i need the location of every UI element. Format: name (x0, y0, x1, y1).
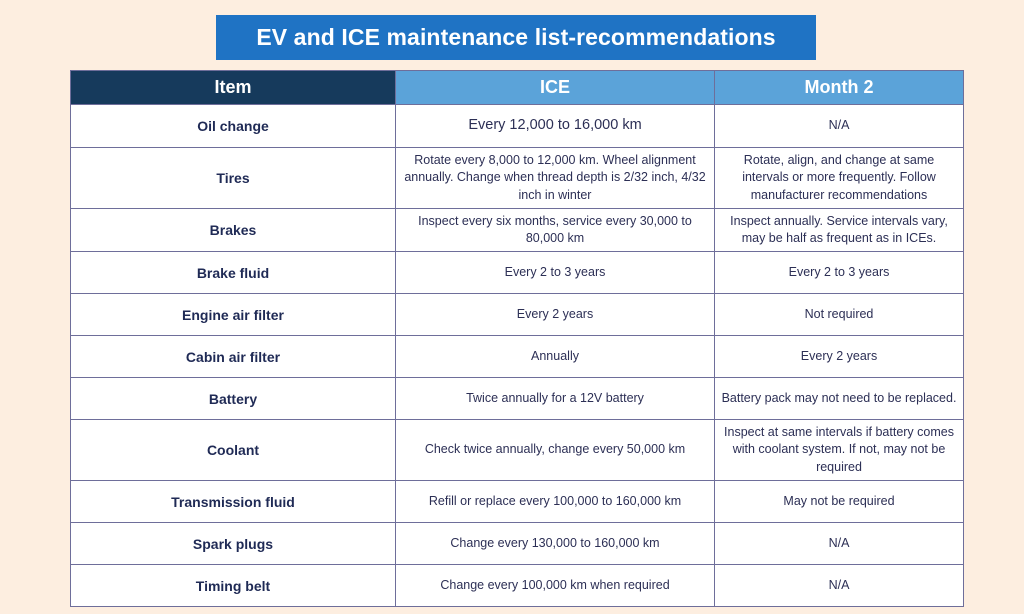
header-month-2: Month 2 (715, 71, 964, 105)
header-item: Item (71, 71, 396, 105)
row-ev: Inspect at same intervals if battery comes with coolant system. If not, may not be required (715, 420, 964, 481)
table-row (71, 523, 964, 565)
row-ev: Rotate, align, and change at same intervals or more frequently. Follow manufacturer recommendations (715, 148, 964, 209)
row-ice: Every 12,000 to 16,000 km (396, 105, 715, 148)
row-ev: N/A (715, 565, 964, 607)
row-item: Brakes (71, 209, 396, 252)
row-item: Transmission fluid (71, 481, 396, 523)
row-ice: Change every 130,000 to 160,000 km (396, 523, 715, 565)
row-item: Coolant (71, 420, 396, 481)
row-item: Brake fluid (71, 252, 396, 294)
row-ev: Every 2 years (715, 336, 964, 378)
row-ice: Check twice annually, change every 50,000 km (396, 420, 715, 481)
table-row (71, 420, 964, 481)
row-ice: Inspect every six months, service every 30,000 to 80,000 km (396, 209, 715, 252)
table-header-row (71, 71, 964, 105)
row-ice: Rotate every 8,000 to 12,000 km. Wheel alignment annually. Change when thread depth is 2/32 inch, 4/32 inch in winter (396, 148, 715, 209)
row-ev: N/A (715, 523, 964, 565)
table-row (71, 105, 964, 148)
row-ev: Inspect annually. Service intervals vary, may be half as frequent as in ICEs. (715, 209, 964, 252)
header-ice: ICE (396, 71, 715, 105)
row-ice: Annually (396, 336, 715, 378)
table-row (71, 378, 964, 420)
table-row (71, 481, 964, 523)
row-ev: N/A (715, 105, 964, 148)
row-ice: Every 2 years (396, 294, 715, 336)
row-item: Oil change (71, 105, 396, 148)
table-row (71, 148, 964, 209)
row-item: Battery (71, 378, 396, 420)
row-ice: Refill or replace every 100,000 to 160,000 km (396, 481, 715, 523)
row-ev: Battery pack may not need to be replaced. (715, 378, 964, 420)
row-ev: May not be required (715, 481, 964, 523)
row-ev: Every 2 to 3 years (715, 252, 964, 294)
row-item: Cabin air filter (71, 336, 396, 378)
table-row (71, 209, 964, 252)
row-item: Tires (71, 148, 396, 209)
table-row (71, 565, 964, 607)
table-row (71, 294, 964, 336)
row-ice: Twice annually for a 12V battery (396, 378, 715, 420)
row-ev: Not required (715, 294, 964, 336)
row-item: Spark plugs (71, 523, 396, 565)
row-item: Timing belt (71, 565, 396, 607)
table-row (71, 336, 964, 378)
row-item: Engine air filter (71, 294, 396, 336)
table-row (71, 252, 964, 294)
row-ice: Every 2 to 3 years (396, 252, 715, 294)
row-ice: Change every 100,000 km when required (396, 565, 715, 607)
maintenance-table (70, 70, 964, 607)
page-title: EV and ICE maintenance list-recommendations (216, 15, 816, 60)
